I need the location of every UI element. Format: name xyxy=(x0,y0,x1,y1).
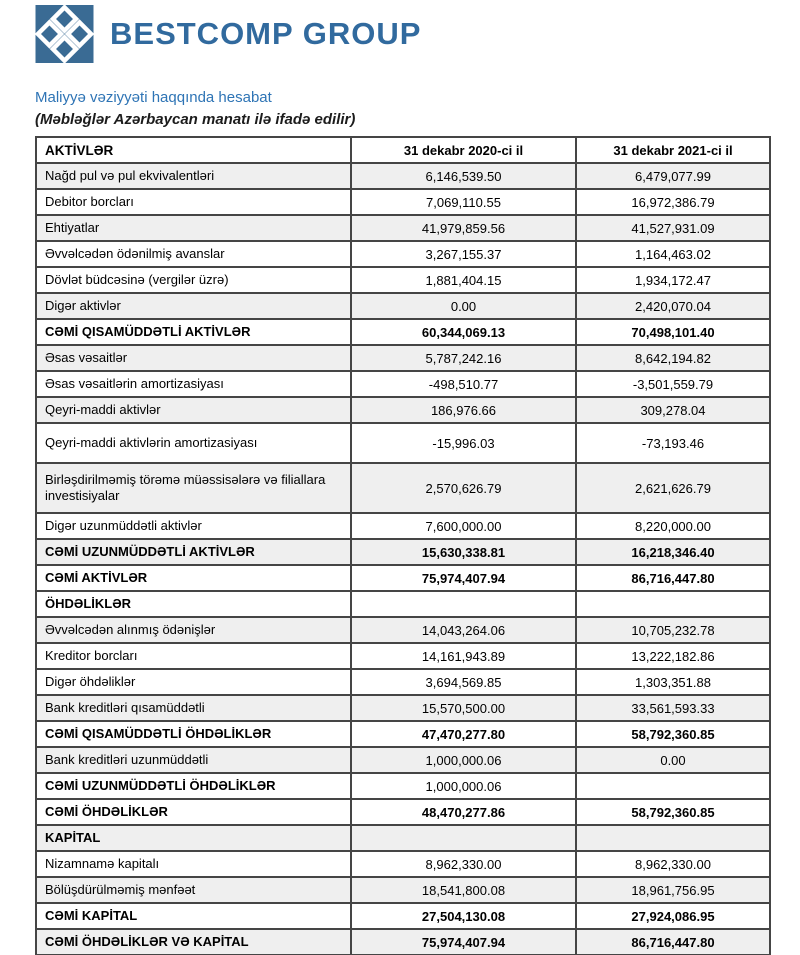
value-2020 xyxy=(351,825,576,851)
row-label: CƏMİ AKTİVLƏR xyxy=(36,565,351,591)
value-2020: 0.00 xyxy=(351,293,576,319)
row-label: Əsas vəsaitlər xyxy=(36,345,351,371)
value-2021: 0.00 xyxy=(576,747,770,773)
table-row xyxy=(36,695,770,721)
row-label: Qeyri-maddi aktivlərin amortizasiyası xyxy=(36,423,351,463)
row-label: Bank kreditləri qısamüddətli xyxy=(36,695,351,721)
value-2020: 60,344,069.13 xyxy=(351,319,576,345)
row-label: CƏMİ UZUNMÜDDƏTLİ AKTİVLƏR xyxy=(36,539,351,565)
table-row xyxy=(36,643,770,669)
column-header-assets: AKTİVLƏR xyxy=(36,137,351,163)
row-label: CƏMİ KAPİTAL xyxy=(36,903,351,929)
balance-table-body xyxy=(36,163,770,955)
table-row xyxy=(36,747,770,773)
value-2021: 16,972,386.79 xyxy=(576,189,770,215)
value-2021: 86,716,447.80 xyxy=(576,929,770,955)
table-row xyxy=(36,397,770,423)
table-row xyxy=(36,423,770,463)
value-2020: 3,694,569.85 xyxy=(351,669,576,695)
value-2020: 47,470,277.80 xyxy=(351,721,576,747)
report-subtitle: (Məbləğlər Azərbaycan manatı ilə ifadə edilir) xyxy=(35,111,356,128)
value-2021: 6,479,077.99 xyxy=(576,163,770,189)
value-2020: 14,161,943.89 xyxy=(351,643,576,669)
row-label: Bank kreditləri uzunmüddətli xyxy=(36,747,351,773)
value-2021: -73,193.46 xyxy=(576,423,770,463)
value-2020: 7,600,000.00 xyxy=(351,513,576,539)
row-label: CƏMİ UZUNMÜDDƏTLİ ÖHDƏLİKLƏR xyxy=(36,773,351,799)
row-label: Əsas vəsaitlərin amortizasiyası xyxy=(36,371,351,397)
value-2020: 1,881,404.15 xyxy=(351,267,576,293)
column-header-2021: 31 dekabr 2021-ci il xyxy=(576,137,770,163)
value-2020: 3,267,155.37 xyxy=(351,241,576,267)
value-2020: 186,976.66 xyxy=(351,397,576,423)
table-row xyxy=(36,319,770,345)
row-label: KAPİTAL xyxy=(36,825,351,851)
row-label: Birləşdirilməmiş törəmə müəssisələrə və filiallara investisiyalar xyxy=(36,463,351,513)
table-row xyxy=(36,371,770,397)
value-2021: 8,962,330.00 xyxy=(576,851,770,877)
value-2020: 6,146,539.50 xyxy=(351,163,576,189)
row-label: Ehtiyatlar xyxy=(36,215,351,241)
table-row xyxy=(36,877,770,903)
row-label: Əvvəlcədən ödənilmiş avanslar xyxy=(36,241,351,267)
value-2021: 2,420,070.04 xyxy=(576,293,770,319)
table-row xyxy=(36,773,770,799)
table-row xyxy=(36,851,770,877)
value-2020: 7,069,110.55 xyxy=(351,189,576,215)
table-row xyxy=(36,929,770,955)
value-2021: 309,278.04 xyxy=(576,397,770,423)
table-row xyxy=(36,539,770,565)
value-2021: 58,792,360.85 xyxy=(576,799,770,825)
table-row xyxy=(36,669,770,695)
table-row xyxy=(36,799,770,825)
value-2020: 18,541,800.08 xyxy=(351,877,576,903)
value-2021: 70,498,101.40 xyxy=(576,319,770,345)
value-2020: 75,974,407.94 xyxy=(351,929,576,955)
value-2021: 33,561,593.33 xyxy=(576,695,770,721)
value-2020: 15,570,500.00 xyxy=(351,695,576,721)
value-2020: -15,996.03 xyxy=(351,423,576,463)
table-row xyxy=(36,513,770,539)
value-2020: 8,962,330.00 xyxy=(351,851,576,877)
value-2021: 1,164,463.02 xyxy=(576,241,770,267)
row-label: CƏMİ ÖHDƏLİKLƏR xyxy=(36,799,351,825)
row-label: CƏMİ QISAMÜDDƏTLİ AKTİVLƏR xyxy=(36,319,351,345)
row-label: CƏMİ ÖHDƏLİKLƏR VƏ KAPİTAL xyxy=(36,929,351,955)
value-2021: 13,222,182.86 xyxy=(576,643,770,669)
table-row xyxy=(36,267,770,293)
table-row xyxy=(36,721,770,747)
row-label: Əvvəlcədən alınmış ödənişlər xyxy=(36,617,351,643)
value-2021 xyxy=(576,773,770,799)
table-row xyxy=(36,163,770,189)
brand-header xyxy=(35,5,421,63)
row-label: Nağd pul və pul ekvivalentləri xyxy=(36,163,351,189)
row-label: Bölüşdürülməmiş mənfəət xyxy=(36,877,351,903)
value-2021: 1,303,351.88 xyxy=(576,669,770,695)
value-2020: -498,510.77 xyxy=(351,371,576,397)
table-row xyxy=(36,591,770,617)
value-2020: 1,000,000.06 xyxy=(351,747,576,773)
value-2021 xyxy=(576,591,770,617)
row-label: CƏMİ QISAMÜDDƏTLİ ÖHDƏLİKLƏR xyxy=(36,721,351,747)
value-2020: 48,470,277.86 xyxy=(351,799,576,825)
value-2020: 41,979,859.56 xyxy=(351,215,576,241)
value-2021: 18,961,756.95 xyxy=(576,877,770,903)
value-2021: 8,220,000.00 xyxy=(576,513,770,539)
value-2021: 58,792,360.85 xyxy=(576,721,770,747)
value-2020: 5,787,242.16 xyxy=(351,345,576,371)
table-row xyxy=(36,565,770,591)
value-2020: 75,974,407.94 xyxy=(351,565,576,591)
table-row xyxy=(36,463,770,513)
table-row xyxy=(36,903,770,929)
table-row xyxy=(36,293,770,319)
value-2020: 14,043,264.06 xyxy=(351,617,576,643)
table-row xyxy=(36,617,770,643)
chain-links-icon xyxy=(35,5,94,63)
value-2020: 2,570,626.79 xyxy=(351,463,576,513)
value-2021: 10,705,232.78 xyxy=(576,617,770,643)
row-label: Debitor borcları xyxy=(36,189,351,215)
row-label: Digər öhdəliklər xyxy=(36,669,351,695)
row-label: Dövlət büdcəsinə (vergilər üzrə) xyxy=(36,267,351,293)
row-label: Nizamnamə kapitalı xyxy=(36,851,351,877)
value-2021: 1,934,172.47 xyxy=(576,267,770,293)
value-2020 xyxy=(351,591,576,617)
value-2021: 2,621,626.79 xyxy=(576,463,770,513)
table-row xyxy=(36,189,770,215)
table-row xyxy=(36,241,770,267)
value-2021: 16,218,346.40 xyxy=(576,539,770,565)
row-label: Kreditor borcları xyxy=(36,643,351,669)
value-2021: 8,642,194.82 xyxy=(576,345,770,371)
row-label: Qeyri-maddi aktivlər xyxy=(36,397,351,423)
value-2021: 27,924,086.95 xyxy=(576,903,770,929)
table-row xyxy=(36,825,770,851)
value-2020: 15,630,338.81 xyxy=(351,539,576,565)
balance-sheet-table xyxy=(35,136,771,955)
value-2021 xyxy=(576,825,770,851)
value-2021: -3,501,559.79 xyxy=(576,371,770,397)
row-label: ÖHDƏLİKLƏR xyxy=(36,591,351,617)
value-2020: 1,000,000.06 xyxy=(351,773,576,799)
value-2021: 41,527,931.09 xyxy=(576,215,770,241)
column-header-2020: 31 dekabr 2020-ci il xyxy=(351,137,576,163)
brand-wordmark: BESTCOMP GROUP xyxy=(110,16,422,51)
report-title: Maliyyə vəziyyəti haqqında hesabat xyxy=(35,89,272,106)
table-header-row xyxy=(36,137,770,163)
table-row xyxy=(36,345,770,371)
value-2020: 27,504,130.08 xyxy=(351,903,576,929)
table-row xyxy=(36,215,770,241)
row-label: Digər uzunmüddətli aktivlər xyxy=(36,513,351,539)
row-label: Digər aktivlər xyxy=(36,293,351,319)
value-2021: 86,716,447.80 xyxy=(576,565,770,591)
